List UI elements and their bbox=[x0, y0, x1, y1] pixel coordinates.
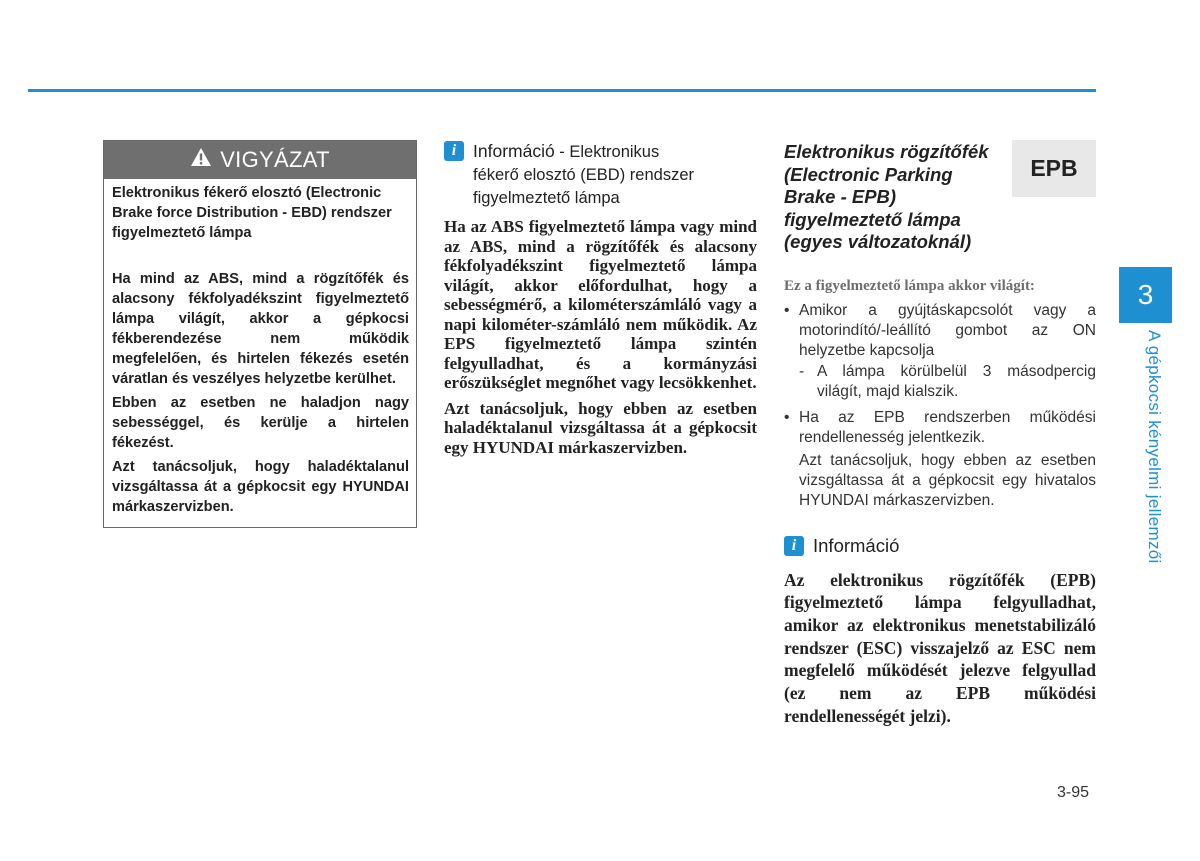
caution-para-1: Elektronikus fékerő elosztó (Electronic Brake force Distribution - EBD) rendszer figyelmeztető lámpa bbox=[112, 185, 392, 241]
list-item bbox=[784, 408, 1096, 448]
ebd-info-para-2: Azt tanácsoljuk, hogy ebben az esetben haladéktalanul vizsgáltassa át a gépkocsit egy HYUNDAI márkaszervizben. bbox=[444, 398, 757, 457]
epb-info-text: Az elektronikus rögzítőfék (EPB) figyelmeztető lámpa felgyulladhat, amikor az elektronikus menetstabilizáló rendszer (ESC) visszajelző az ESC nem megfelelő működését jelezve felgyullad (ez nem az EPB működési rendellenességét jelzi). bbox=[784, 569, 1096, 726]
ebd-info-section bbox=[444, 140, 757, 463]
epb-subheading: Ez a figyelmeztető lámpa akkor világít: bbox=[784, 277, 1035, 294]
chapter-tab: 3 bbox=[1119, 267, 1172, 323]
caution-para-2: Ha mind az ABS, mind a rögzítőfék és alacsony fékfolyadékszint figyelmeztető lámpa világít, akkor a gépkocsi fékberendezése nem működik megfelelően, és hirtelen fékezés esetén váratlan és veszélyes helyzetbe kerülhet. bbox=[112, 271, 409, 387]
caution-box bbox=[103, 140, 417, 528]
info-icon: i bbox=[444, 141, 464, 161]
dash-icon: - bbox=[799, 362, 805, 380]
epb-bullet-1: Amikor a gyújtáskapcsolót vagy a motorindító/-leállító gombot az ON helyzetbe kapcsolja bbox=[799, 301, 1096, 359]
ebd-info-title-line3: figyelmeztető lámpa bbox=[473, 189, 620, 207]
bullet-icon: • bbox=[784, 301, 790, 319]
top-rule bbox=[28, 89, 1096, 92]
warning-triangle-icon bbox=[190, 147, 212, 173]
epb-bullet-2-follow: Azt tanácsoljuk, hogy ebben az esetben vizsgáltassa át a gépkocsit egy hivatalos HYUNDAI márkaszervizben. bbox=[799, 451, 1096, 509]
caution-para-4: Azt tanácsoljuk, hogy haladéktalanul vizsgáltassa át a gépkocsit egy HYUNDAI márkaszervizben. bbox=[112, 459, 409, 515]
ebd-info-title-main: Információ bbox=[473, 141, 555, 161]
page-number: 3-95 bbox=[1057, 784, 1090, 801]
epb-section bbox=[784, 138, 1096, 733]
list-item bbox=[784, 301, 1096, 361]
caution-para-3: Ebben az esetben ne haladjon nagy sebességgel, és kerülje a hirtelen fékezést. bbox=[112, 395, 409, 451]
epb-indicator-badge: EPB bbox=[1012, 140, 1096, 197]
ebd-info-title-rest: - Elektronikus bbox=[554, 143, 660, 161]
epb-bullet-2: Ha az EPB rendszerben működési rendellenesség jelentkezik. bbox=[799, 408, 1096, 446]
ebd-info-title-line2: fékerő elosztó (EBD) rendszer bbox=[473, 166, 695, 184]
chapter-section-title: A gépkocsi kényelmi jellemzői bbox=[1145, 330, 1164, 564]
bullet-icon: • bbox=[784, 408, 790, 426]
info-icon: i bbox=[784, 536, 804, 556]
epb-info-title: Információ bbox=[813, 534, 900, 556]
epb-title: Elektronikus rögzítőfék (Electronic Parking Brake - EPB) figyelmeztető lámpa (egyes változatoknál) bbox=[784, 141, 989, 252]
ebd-info-heading bbox=[444, 140, 757, 209]
epb-condition-list bbox=[784, 301, 1096, 511]
epb-bullet-1-sub: A lámpa körülbelül 3 másodpercig világít, majd kialszik. bbox=[817, 362, 1096, 400]
caution-heading: VIGYÁZAT bbox=[220, 147, 330, 172]
epb-info-heading bbox=[784, 535, 1096, 557]
list-sub-item bbox=[784, 362, 1096, 402]
caution-body bbox=[104, 179, 416, 527]
ebd-info-para-1: Ha az ABS figyelmeztető lámpa vagy mind az ABS, mind a rögzítőfék és alacsony fékfolyadékszint figyelmeztető lámpa világít, akkor előfordulhat, hogy a sebességmérő, a kilométerszámláló vagy a napi kilométer-számláló nem működik. Az EPS figyelmeztető lámpa szintén felgyulladhat, és a kormányzási erőszükséglet megnőhet vagy lecsökkenhet. bbox=[444, 217, 757, 392]
caution-header bbox=[104, 141, 416, 179]
